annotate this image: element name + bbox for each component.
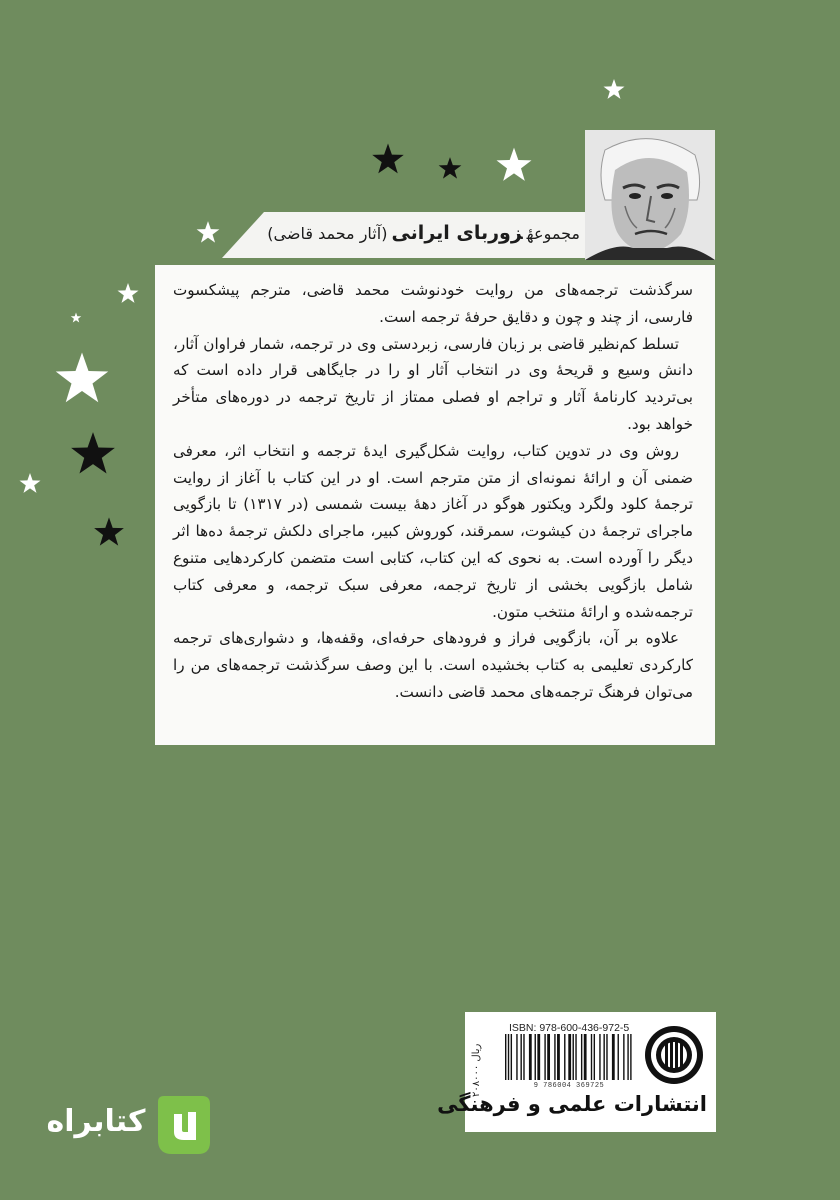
barcode-bar (557, 1034, 560, 1080)
store-name: کتابراه (46, 1104, 146, 1139)
barcode-bar (581, 1034, 582, 1080)
description-paragraph: علاوه بر آن، بازگویی فراز و فرودهای حرفه‌ای، وقفه‌ها، و دشواری‌های ترجمه کارکردی تعلیمی به کتاب بخشیده است. با این وصف سرگذشت ترجمه‌های من را می‌توان فرهنگ ترجمه‌های محمد قاضی دانست. (173, 629, 693, 701)
black-star-icon (68, 430, 118, 480)
description-paragraph: تسلط کم‌نظیر قاضی بر زبان فارسی، زبردستی وی در ترجمه، شمار فراوان آثار، دانش وسیع و قریحهٔ وی در انتخاب آثار او را در جایگاهی قرار داده است که بی‌تردید کارنامهٔ آثار و تراجم او فصلی ممتاز از تاریخ ترجمه در دوره‌های متأخر خواهد بود. (173, 334, 693, 433)
barcode-bar (594, 1034, 595, 1080)
portrait-illustration (585, 130, 715, 260)
publisher-logo-icon (643, 1024, 705, 1086)
barcode-bar (544, 1034, 545, 1080)
publisher-panel (437, 1012, 716, 1132)
barcode-bar (568, 1034, 571, 1080)
barcode-bar (508, 1034, 509, 1080)
white-star-icon (116, 282, 140, 306)
barcode-bar (554, 1034, 555, 1080)
barcode-bar (630, 1034, 631, 1080)
barcode-bar (623, 1034, 624, 1080)
barcode-digits: 9 786004 369725 (533, 1082, 605, 1090)
barcode-bar (505, 1034, 506, 1080)
barcode-bar (573, 1034, 574, 1080)
barcode-bar (627, 1034, 628, 1080)
black-star-icon (437, 156, 463, 182)
barcode-bar (564, 1034, 565, 1080)
barcode-bar (535, 1034, 536, 1080)
series-prefix: مجموعهٔ (526, 224, 580, 243)
barcode-bar (516, 1034, 517, 1080)
isbn-label: ISBN: 978-600-436-972-5 (509, 1022, 630, 1034)
barcode-bar (529, 1034, 532, 1080)
black-star-icon (370, 142, 406, 178)
series-title (262, 222, 580, 244)
barcode-bar (612, 1034, 615, 1080)
white-star-icon (195, 220, 221, 246)
price-label: ۲۰۸۰۰۰ ریال (471, 1043, 482, 1097)
barcode-bar (520, 1034, 521, 1080)
book-description (155, 265, 715, 745)
series-name: زوربای ایرانی (391, 222, 523, 244)
white-star-icon (52, 350, 112, 410)
barcode-bar (537, 1034, 540, 1080)
barcode-bar (584, 1034, 587, 1080)
barcode-bar (523, 1034, 524, 1080)
barcode-bar (591, 1034, 592, 1080)
white-star-icon (70, 312, 82, 324)
publisher-name: انتشارات علمی و فرهنگی (437, 1092, 707, 1116)
barcode (503, 1034, 635, 1080)
description-paragraph: روش وی در تدوین کتاب، روایت شکل‌گیری ایدهٔ ترجمه و انتخاب اثر، معرفی ضمنی آن و ارائهٔ نمونه‌ای از متن مترجم است. او در این کتاب با آغاز از روایت ترجمهٔ کلود ولگرد ویکتور هوگو در آغاز دههٔ بیست شمسی (در ۱۳۱۷) تا بازگویی ماجرای ترجمهٔ دن کیشوت، سمرقند، کوروش کبیر، ماجرای دلکش ترجمهٔ ده‌ها اثر دیگر را آورده است. به نحوی که این کتاب، کتابی است متضمن کارکردهایی متنوع شامل بازگویی بخشی از تاریخ ترجمه، معرفی سبک ترجمه، و معرفی کتاب ترجمه‌شده و ارائهٔ منتخب متون. (173, 441, 693, 621)
description-paragraph: سرگذشت ترجمه‌های من روایت خودنوشت محمد قاضی، مترجم پیشکسوت فارسی، از چند و چون و دقایق حرفهٔ ترجمه است. (173, 281, 693, 326)
white-star-icon (18, 472, 42, 496)
author-portrait (585, 130, 715, 260)
barcode-bar (547, 1034, 550, 1080)
barcode-bar (599, 1034, 600, 1080)
white-star-icon (494, 146, 534, 186)
black-star-icon (92, 516, 126, 550)
barcode-bar (606, 1034, 607, 1080)
barcode-bar (618, 1034, 619, 1080)
barcode-bar (603, 1034, 604, 1080)
barcode-bar (575, 1034, 576, 1080)
barcode-bar (511, 1034, 512, 1080)
series-suffix: (آثار محمد قاضی) (267, 224, 388, 243)
white-star-icon (602, 78, 626, 102)
